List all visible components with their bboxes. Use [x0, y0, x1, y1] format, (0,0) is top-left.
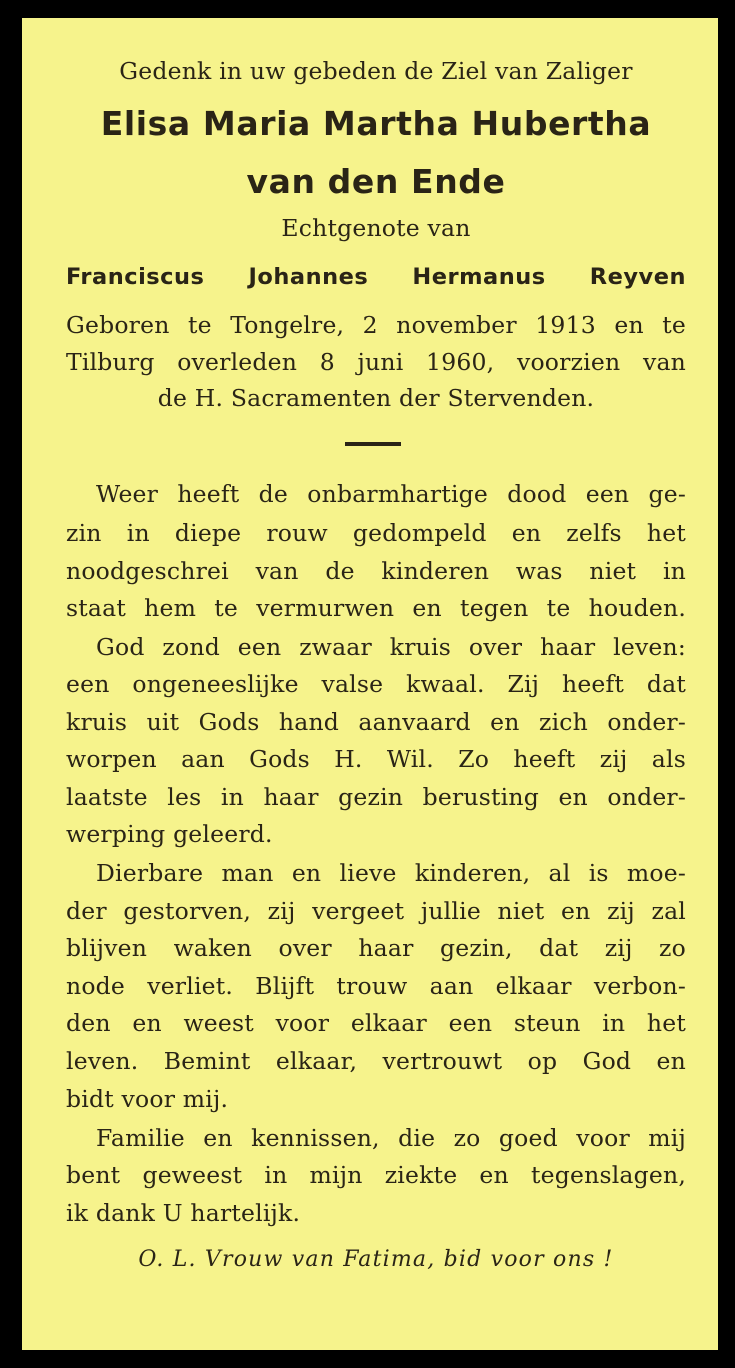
body-line: worpen aan Gods H. Wil. Zo heeft zij als: [66, 745, 686, 773]
intro-line: Gedenk in uw gebeden de Ziel van Zaliger: [119, 57, 633, 85]
body-line: kruis uit Gods hand aanvaard en zich onder-: [66, 708, 686, 736]
deceased-name-line-1: Elisa Maria Martha Hubertha: [100, 104, 652, 143]
body-line: bent geweest in mijn ziekte en tegenslagen,: [66, 1161, 686, 1189]
body-line: Dierbare man en lieve kinderen, al is moe-: [96, 859, 686, 887]
body-line: blijven waken over haar gezin, dat zij zo: [66, 934, 686, 962]
body-line: God zond een zwaar kruis over haar leven:: [96, 633, 686, 661]
memorial-card: [22, 18, 718, 1350]
spouse-name: Franciscus Johannes Hermanus Reyven: [66, 264, 686, 290]
body-line: der gestorven, zij vergeet jullie niet en zij zal: [66, 897, 686, 925]
dates-line: Geboren te Tongelre, 2 november 1913 en te: [66, 311, 686, 339]
body-line: Familie en kennissen, die zo goed voor mij: [96, 1124, 686, 1152]
body-line: Weer heeft de onbarmhartige dood een ge-: [96, 480, 686, 508]
divider-rule: [345, 442, 401, 446]
body-line: ik dank U hartelijk.: [66, 1199, 301, 1227]
body-line: node verliet. Blijft trouw aan elkaar verbon-: [66, 972, 686, 1000]
body-line: den en weest voor elkaar een steun in het: [66, 1009, 686, 1037]
body-line: werping geleerd.: [66, 820, 273, 848]
body-line: leven. Bemint elkaar, vertrouwt op God en: [66, 1047, 686, 1075]
body-line: zin in diepe rouw gedompeld en zelfs het: [66, 519, 686, 547]
body-line: staat hem te vermurwen en tegen te houden.: [66, 594, 686, 622]
body-line: bidt voor mij.: [66, 1085, 229, 1113]
deceased-name-line-2: van den Ende: [246, 162, 506, 201]
body-line: een ongeneeslijke valse kwaal. Zij heeft dat: [66, 670, 686, 698]
dates-line: de H. Sacramenten der Stervenden.: [157, 384, 595, 412]
dates-line: Tilburg overleden 8 juni 1960, voorzien van: [66, 348, 686, 376]
closing-prayer: O. L. Vrouw van Fatima, bid voor ons !: [138, 1247, 614, 1272]
spouse-intro: Echtgenote van: [281, 214, 471, 242]
body-line: laatste les in haar gezin berusting en onder-: [66, 783, 686, 811]
body-line: noodgeschrei van de kinderen was niet in: [66, 557, 686, 585]
